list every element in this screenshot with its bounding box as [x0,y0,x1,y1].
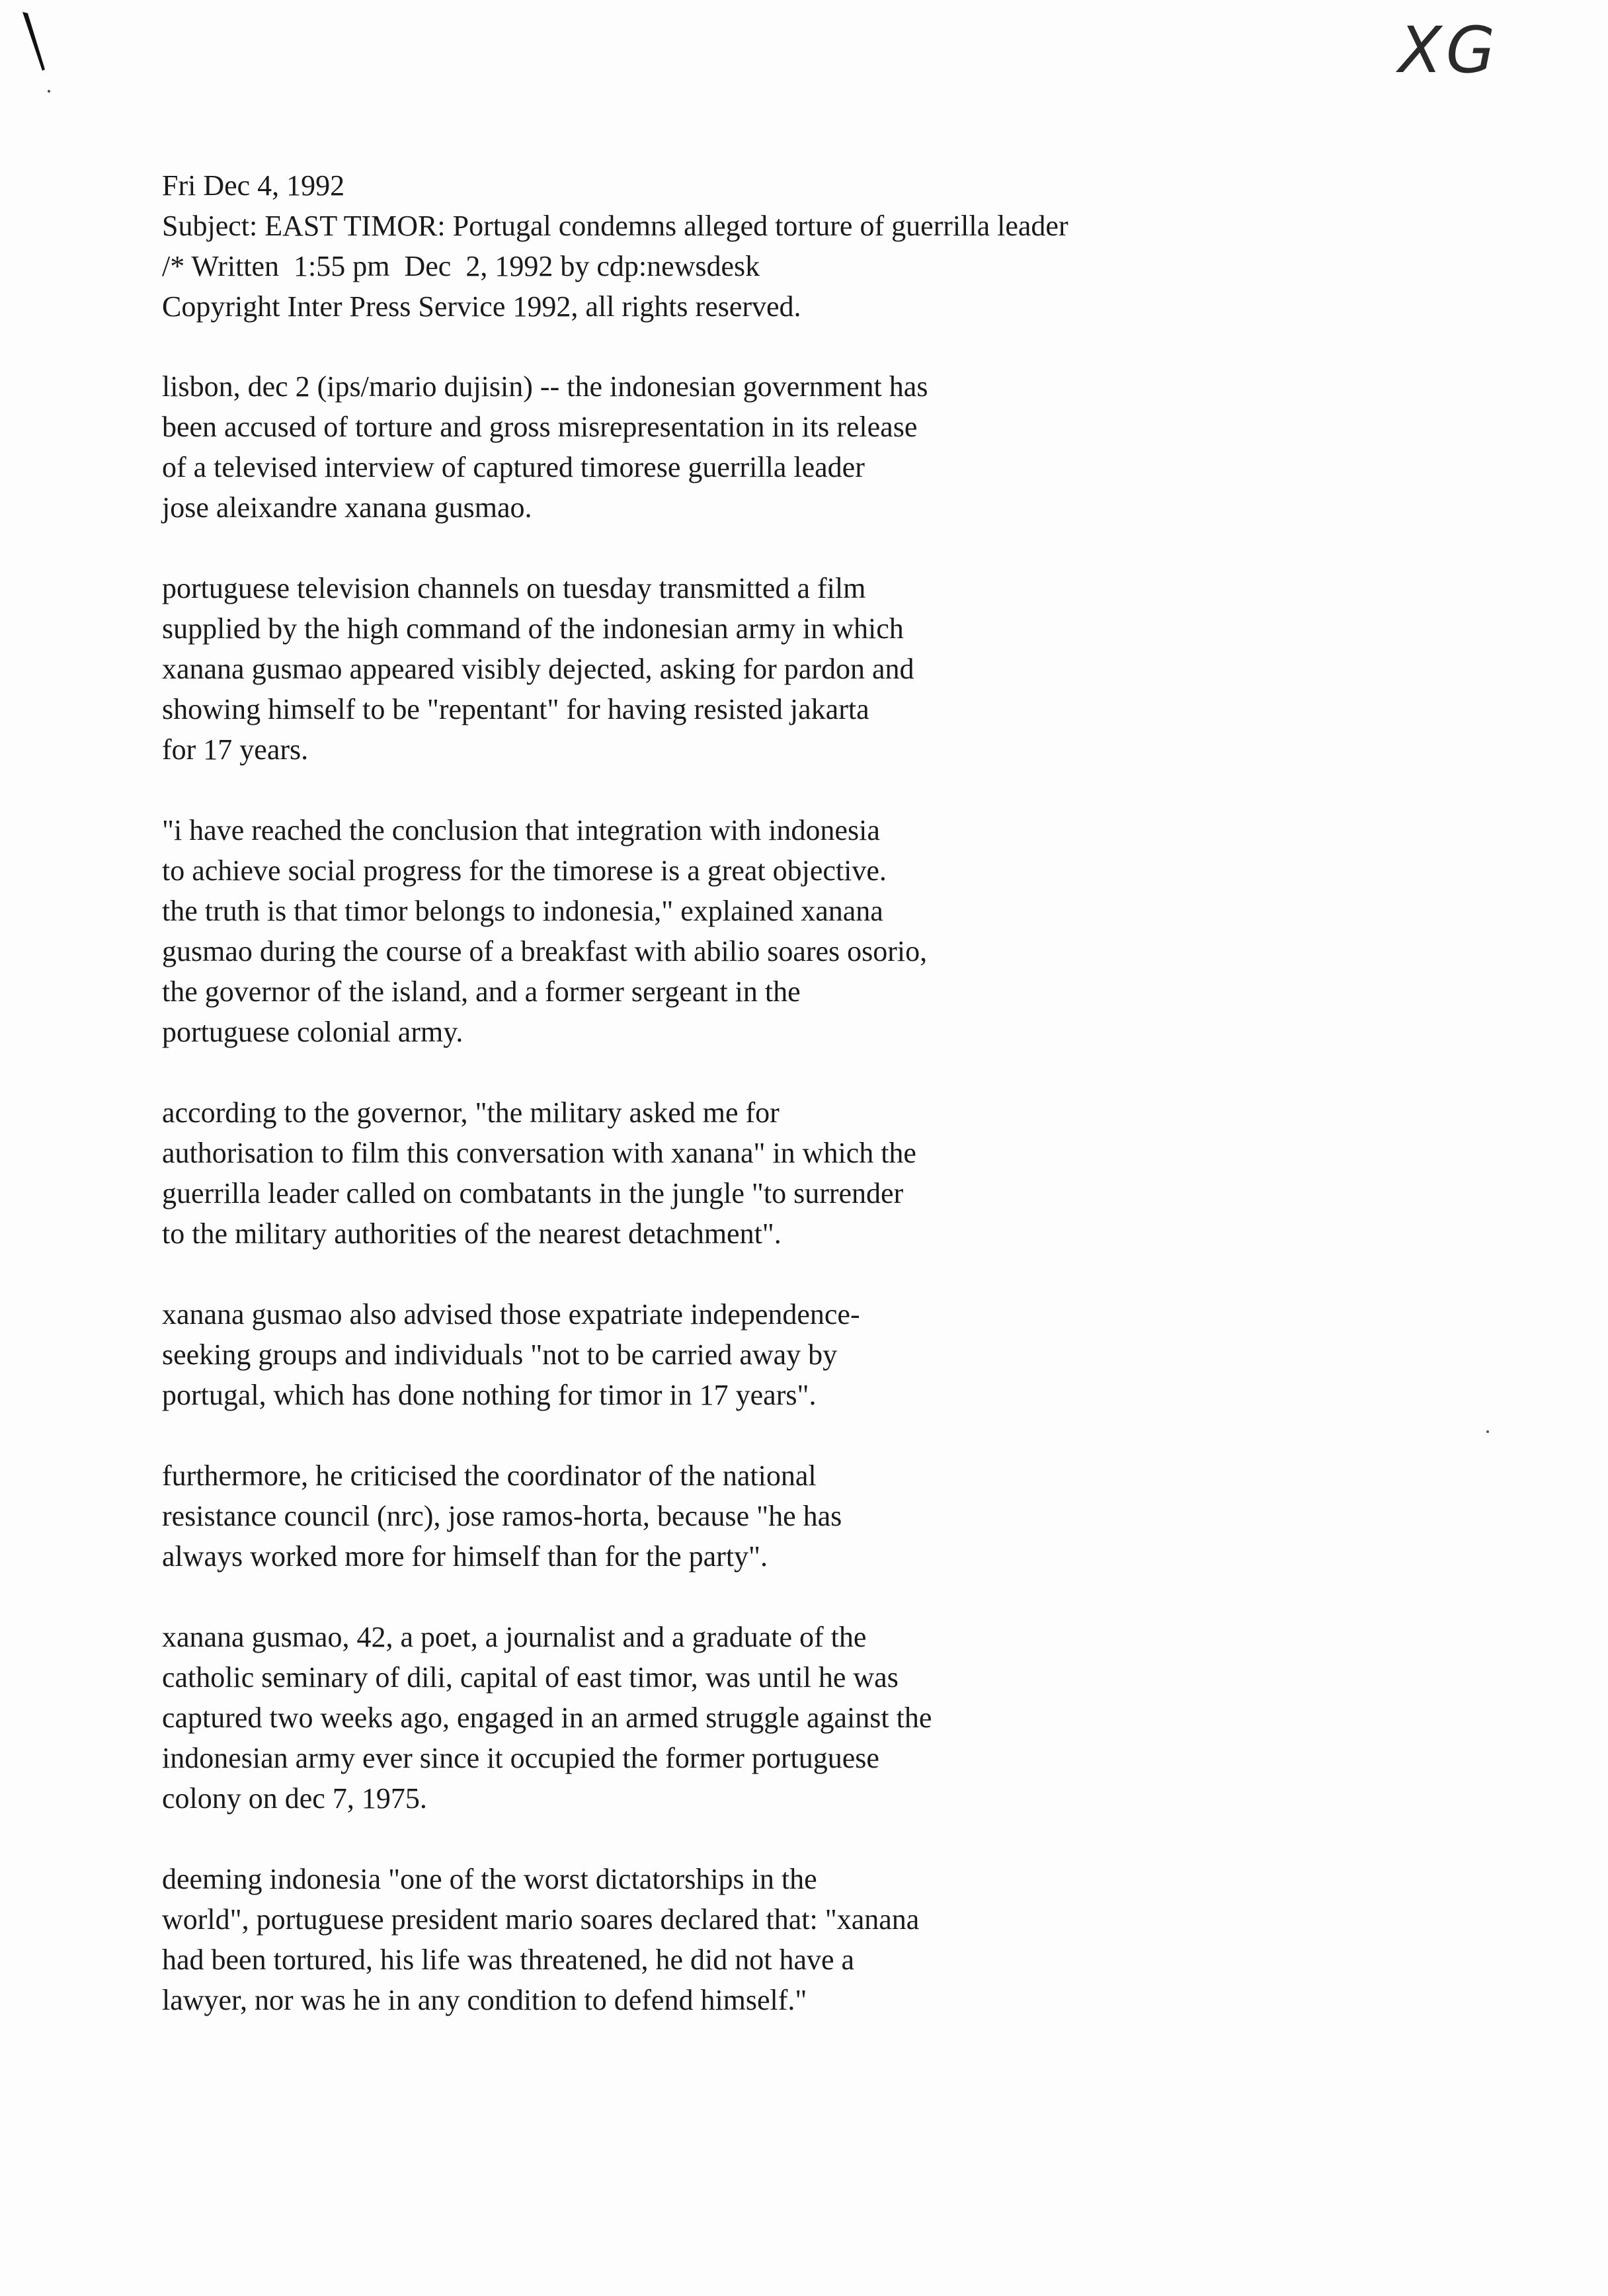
scan-speck [1486,1430,1489,1433]
handwritten-mark: XG [1398,13,1500,87]
text-line: showing himself to be "repentant" for having resisted jakarta [162,693,869,725]
text-line: to achieve social progress for the timorese is a great objective. [162,854,887,887]
text-line: world", portuguese president mario soares declared that: "xanana [162,1903,920,1936]
text-line: authorisation to film this conversation with xanana" in which the [162,1137,916,1169]
text-line: had been tortured, his life was threatened, he did not have a [162,1944,855,1976]
text-line: always worked more for himself than for the party". [162,1540,768,1573]
text-line: furthermore, he criticised the coordinator of the national [162,1459,817,1492]
text-line: colony on dec 7, 1975. [162,1782,427,1815]
paragraph [162,1456,1418,1577]
text-line: lisbon, dec 2 (ips/mario dujisin) -- the indonesian government has [162,370,928,403]
text-line: xanana gusmao also advised those expatriate independence- [162,1298,860,1331]
text-line: portuguese colonial army. [162,1016,463,1048]
paragraph [162,568,1418,770]
text-line: xanana gusmao appeared visibly dejected, asking for pardon and [162,653,914,685]
header-written: /* Written 1:55 pm Dec 2, 1992 by cdp:newsdesk [162,250,760,282]
text-line: xanana gusmao, 42, a poet, a journalist and a graduate of the [162,1621,867,1653]
text-line: catholic seminary of dili, capital of east timor, was until he was [162,1661,899,1694]
paragraph [162,1617,1418,1819]
text-line: been accused of torture and gross misrepresentation in its release [162,411,918,443]
text-line: gusmao during the course of a breakfast with abilio soares osorio, [162,935,928,967]
text-line: the governor of the island, and a former sergeant in the [162,975,801,1008]
text-line: guerrilla leader called on combatants in the jungle "to surrender [162,1177,904,1210]
text-line: of a televised interview of captured timorese guerrilla leader [162,451,865,483]
text-line: portuguese television channels on tuesday transmitted a film [162,572,866,604]
article-body [162,165,1418,2061]
text-line: deeming indonesia "one of the worst dictatorships in the [162,1863,817,1895]
text-line: lawyer, nor was he in any condition to defend himself." [162,1984,807,2016]
text-line: the truth is that timor belongs to indonesia," explained xanana [162,895,883,927]
scan-mark-icon [19,7,58,106]
header-subject: Subject: EAST TIMOR: Portugal condemns alleged torture of guerrilla leader [162,210,1068,242]
text-line: supplied by the high command of the indonesian army in which [162,612,904,645]
paragraph [162,1294,1418,1415]
text-line: jose aleixandre xanana gusmao. [162,491,532,524]
text-line: seeking groups and individuals "not to be carried away by [162,1338,838,1371]
paragraph [162,366,1418,528]
text-line: resistance council (nrc), jose ramos-horta, because "he has [162,1500,842,1532]
text-line: according to the governor, "the military asked me for [162,1096,780,1129]
header-copyright: Copyright Inter Press Service 1992, all rights reserved. [162,290,801,323]
paragraph [162,810,1418,1052]
text-line: portugal, which has done nothing for timor in 17 years". [162,1379,817,1411]
text-line: indonesian army ever since it occupied the former portuguese [162,1742,879,1774]
text-line: "i have reached the conclusion that integration with indonesia [162,814,880,846]
message-header [162,165,1418,327]
paragraph [162,1092,1418,1254]
text-line: captured two weeks ago, engaged in an armed struggle against the [162,1702,932,1734]
text-line: to the military authorities of the nearest detachment". [162,1217,782,1250]
paragraph [162,1859,1418,2020]
header-date: Fri Dec 4, 1992 [162,169,345,202]
text-line: for 17 years. [162,733,309,766]
